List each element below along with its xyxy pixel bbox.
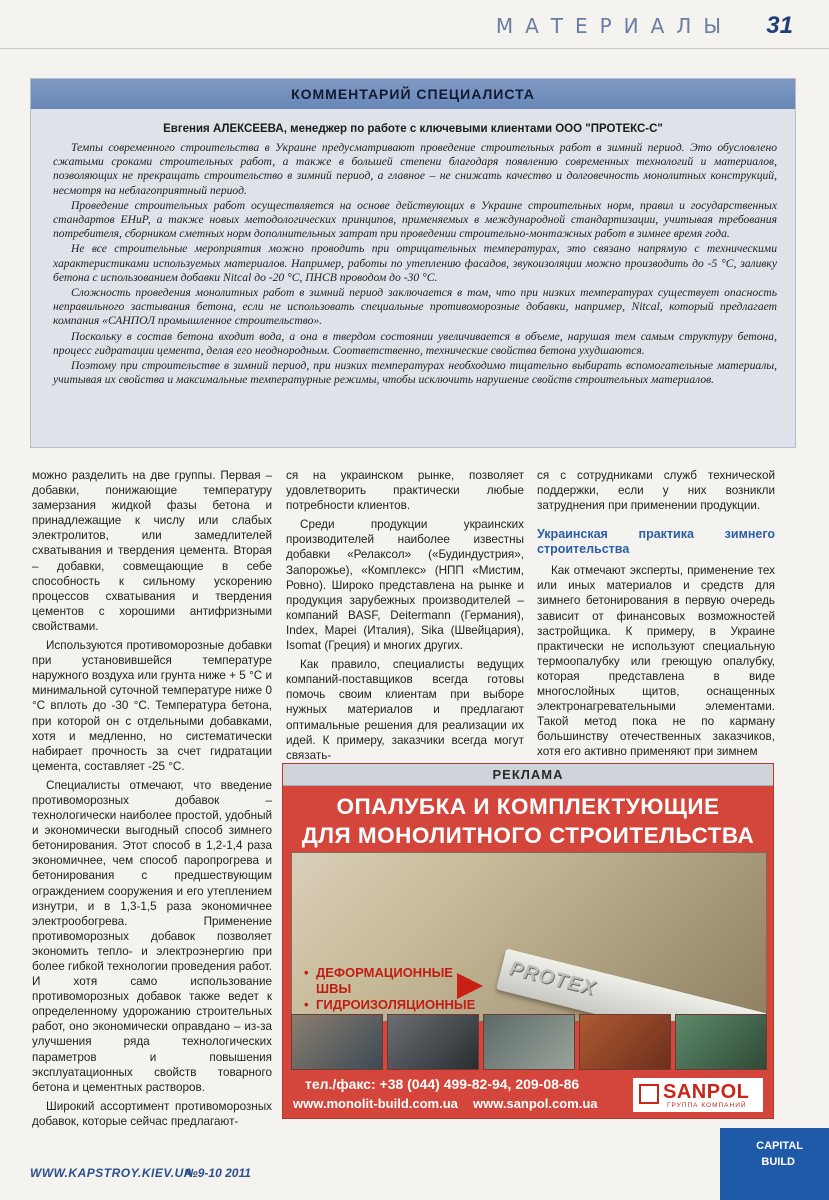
ad-thumbnail xyxy=(675,1014,767,1070)
comment-paragraph: Не все строительные мероприятия можно проводить при отрицательных температурах, это связано напрямую с техническими характеристиками используемых материалов. Например, работы по утеплению фасадов, звукоизоляции можно производить до -5 °С, заливку бетона с использованием добавки Nitcal до -20 °С, ПНСВ проводом до -30 °С. xyxy=(53,242,777,284)
section-title: МАТЕРИАЛЫ xyxy=(495,14,733,38)
ad-label: РЕКЛАМА xyxy=(283,764,773,786)
ad-website-link[interactable]: www.sanpol.com.ua xyxy=(473,1096,598,1111)
ad-contacts xyxy=(283,1072,773,1118)
logo-line: BUILD xyxy=(761,1156,795,1168)
comment-paragraph: Темпы современного строительства в Украине предусматривают проведение строительных работ в зимний период. Это обусловлено сжатыми сроками строительных работ, а также в большей степени благодаря появлению современных технологий и материалов, позволяющих не прекращать строительство в зимний период, а главное – не снижать качество и долговечность монолитных конструкций, несмотря на неблагоприятный период. xyxy=(53,141,777,197)
beam-label: PROTEX xyxy=(507,957,599,1000)
logo-subtitle: ГРУППА КОМПАНИЙ xyxy=(667,1102,747,1109)
article-paragraph: Как правило, специалисты ведущих компаний-поставщиков всегда готовы помочь своим клиентам при выборе нужных материалов и предлагают оптимальные решения для реализации их идей. К примеру, заказчики всегда могут связать- xyxy=(286,658,524,762)
article-paragraph: Среди продукции украинских производителей наиболее известны добавки «Релаксол» («Будиндустрия», Запорожье), «Комплекс» (НПП «Мистим, Ровно). Широко представлена на рынке и продукция зарубежных производителей – компаний BASF, Deitermann (Германия), Index, Mapei (Италия), Sika (Швейцария), Isomat (Греция) и многих других. xyxy=(286,518,524,653)
arrow-right-icon xyxy=(457,973,483,999)
comment-paragraph: Сложность проведения монолитных работ в зимний период заключается в том, что при низких температурах существует опасность неправильного застывания бетона, если не использовать специальные противоморозные добавки, например, Nitcal, который предлагает компания «САНПОЛ промышленное строительство». xyxy=(53,286,777,328)
logo-mark-icon xyxy=(639,1084,659,1104)
comment-title: КОММЕНТАРИЙ СПЕЦИАЛИСТА xyxy=(31,79,795,109)
article-paragraph: Широкий ассортимент противоморозных добавок, которые сейчас предлагают- xyxy=(32,1099,272,1128)
waterstop-beam-image xyxy=(496,949,767,1022)
comment-paragraph: Проведение строительных работ осуществляется на основе действующих в Украине строительных норм, правил и государственных стандартов ЕНиР, а также новых методологических принципов, применяемых в международной стандартизации, учитывая требования потребителя, сборником сметных норм дополнительных затрат при проведении строительно-монтажных работ в зимнее время года. xyxy=(53,198,777,241)
ad-website-link[interactable]: www.monolit-build.com.ua xyxy=(293,1096,458,1111)
article-paragraph: можно разделить на две группы. Первая – добавки, понижающие температуру замерзания жидкой фазы бетона и принадлежащие к числу или слабых электролитов, или замедлителей схватывания и твердения цемента. Вторая – добавки, совмещающие в себе способность к сильному ускорению процессов схватывания и твердения цементов с хорошими антифризными свойствами. xyxy=(32,469,272,633)
ad-thumbnail-strip xyxy=(291,1014,767,1070)
subheading: Украинская практика зимнего строительства xyxy=(537,527,775,557)
ad-feature-item: • ДЕФОРМАЦИОННЫЕ ШВЫ xyxy=(304,965,484,997)
comment-paragraph: Поэтому при строительстве в зимний период, при низких температурах необходимо тщательно выбирать вспомогательные материалы, учитывая их свойства и максимальные температурные режимы, чтобы исключить нарушение свойств строительных материалов. xyxy=(53,359,777,387)
sanpol-logo xyxy=(633,1078,763,1112)
ad-title xyxy=(283,792,773,850)
footer-issue: №9-10 2011 xyxy=(184,1166,251,1180)
article-paragraph: Используются противоморозные добавки при установившейся температуре наружного воздуха или грунта ниже + 5 °С и минимальной суточной температуре ниже 0 °С вплоть до -30 °С. Температура бетона, при которой он с отдельными добавками, хотя и медленно, но систематически набирает прочность за счет гидратации цемента, составляет -25 °С. xyxy=(32,639,272,773)
comment-body xyxy=(53,141,777,388)
ad-feature-item: • ГИДРОИЗОЛЯЦИОННЫЕ xyxy=(304,997,484,1022)
capital-build-logo xyxy=(720,1128,829,1200)
ad-title-line: ОПАЛУБКА И КОМПЛЕКТУЮЩИЕ xyxy=(336,794,720,819)
article-paragraph: ся на украинском рынке, позволяет удовлетворить практически любые потребности клиентов. xyxy=(286,469,524,513)
ad-thumbnail xyxy=(291,1014,383,1070)
expert-comment-box xyxy=(30,78,796,448)
article-paragraph: ся с сотрудниками служб технической поддержки, если у них возникли затруднения при применении продукции. xyxy=(537,469,775,513)
ad-title-line: ДЛЯ МОНОЛИТНОГО СТРОИТЕЛЬСТВА xyxy=(301,823,755,848)
logo-line: CAPITAL xyxy=(756,1140,803,1152)
page-number: 31 xyxy=(766,12,793,39)
ad-phone: тел./факс: +38 (044) 499-82-94, 209-08-86 xyxy=(305,1076,580,1092)
ad-product-photo xyxy=(291,852,767,1022)
article-paragraph: Специалисты отмечают, что введение противоморозных добавок – технологически наиболее простой, удобный и экономически выгодный способ зимнего бетонирования. Этот способ в 1,2-1,4 раза экономичнее, чем способ паропрогрева и бетонирования с предшествующим ограждением сооружения и его утеплением изнутри, и в 1,3-1,5 раза экономичнее электрообогрева. Применение противоморозных добавок позволяет экономить тепло- и электроэнергию при более гибкой технологии проведения работ. И хотя само использование противоморозных добавок также ведет к определенному удорожанию строительных работ, оно экономически оправдано – из-за улучшения ряда технологических параметров и повышения эксплуатационных свойств товарного бетона и цементных растворов. xyxy=(32,778,272,1094)
comment-paragraph: Поскольку в состав бетона входит вода, а она в твердом состоянии увеличивается в объеме, нарушая тем самым структуру бетона, процесс гидратации цемента, делая его неоднородным. Соответственно, технические свойства бетона ухудшаются. xyxy=(53,329,777,357)
comment-author: Евгения АЛЕКСЕЕВА, менеджер по работе с ключевыми клиентами ООО "ПРОТЕКС-С" xyxy=(163,123,663,135)
article-column-3 xyxy=(537,468,775,764)
footer-website[interactable]: WWW.KAPSTROY.KIEV.UA xyxy=(30,1166,193,1180)
article-column-2 xyxy=(286,468,524,767)
header-rule xyxy=(0,48,829,49)
ad-thumbnail xyxy=(387,1014,479,1070)
ad-thumbnail xyxy=(579,1014,671,1070)
article-column-1 xyxy=(32,468,272,1133)
page-header xyxy=(0,0,829,50)
ad-thumbnail xyxy=(483,1014,575,1070)
article-paragraph: Как отмечают эксперты, применение тех или иных материалов и средств для зимнего бетонирования в первую очередь зависит от финансовых возможностей застройщика. К примеру, в Украине практически не используют специальную термоопалубку или греющую опалубку, которая представлена в виде многослойных щитов, оснащенных электронагревательными элементами. Такой метод пока не по карману большинству отечественных заказчиков, хотя его активно применяют при зимнем xyxy=(537,564,775,759)
advertisement[interactable] xyxy=(282,763,774,1119)
logo-text: SANPOL xyxy=(663,1081,750,1103)
